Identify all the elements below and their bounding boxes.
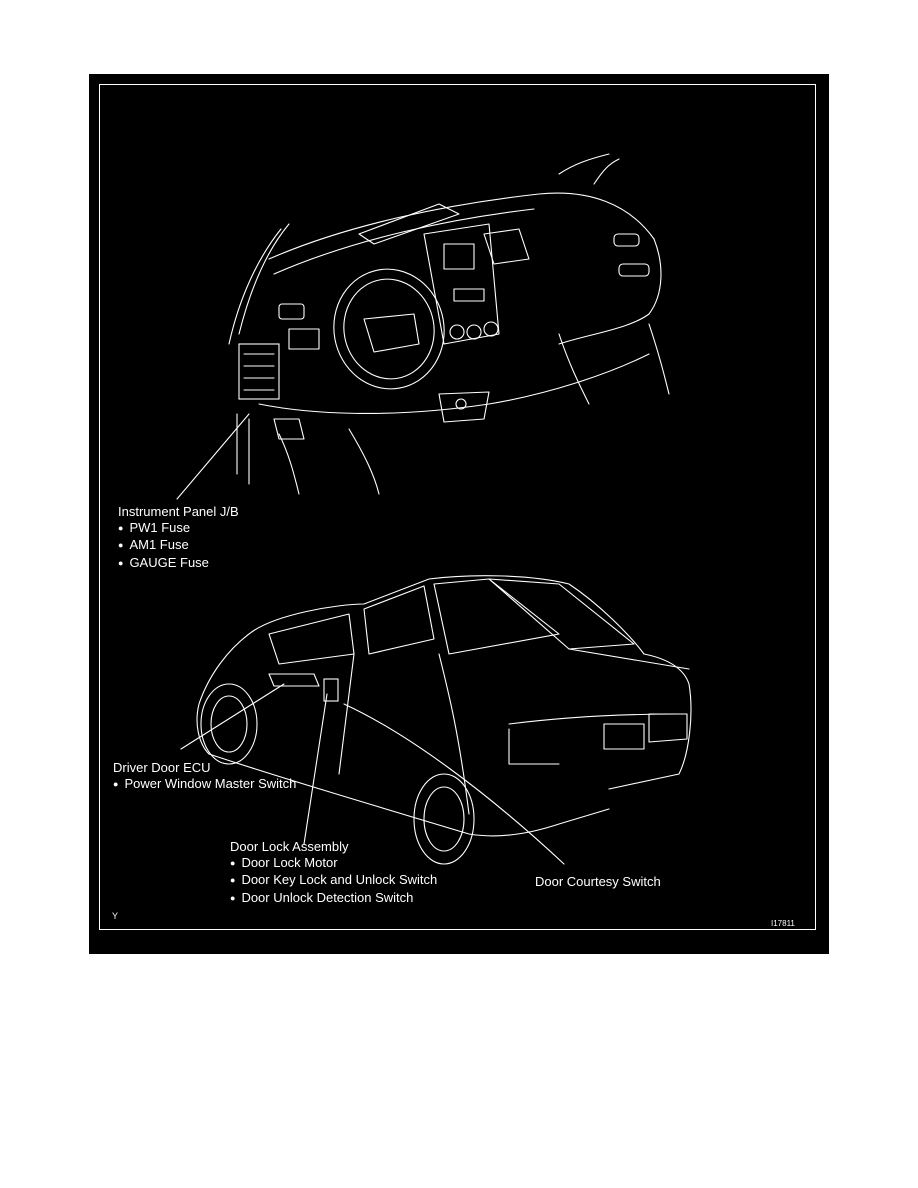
door-key-lock-switch-item: ● Door Key Lock and Unlock Switch: [230, 872, 437, 890]
am1-fuse-item: ● AM1 Fuse: [118, 537, 239, 555]
driver-door-ecu-label: [113, 760, 296, 793]
pw1-fuse-item: ● PW1 Fuse: [118, 520, 239, 538]
corner-mark-left: Y: [112, 911, 119, 921]
driver-door-ecu-title: Driver Door ECU: [113, 760, 211, 775]
door-unlock-detection-switch-item: ● Door Unlock Detection Switch: [230, 890, 437, 908]
dashboard-illustration: [177, 154, 669, 499]
door-courtesy-switch-label: [535, 874, 661, 890]
power-window-master-switch-item: ● Power Window Master Switch: [113, 776, 296, 794]
figure-id: I17811: [771, 919, 795, 928]
door-lock-motor-item: ● Door Lock Motor: [230, 855, 437, 873]
instrument-panel-jb-label: [118, 504, 239, 572]
car-illustration: [181, 576, 691, 864]
gauge-fuse-item: ● GAUGE Fuse: [118, 555, 239, 573]
diagram-figure: [89, 74, 829, 954]
door-lock-assembly-label: [230, 839, 437, 907]
door-lock-assembly-title: Door Lock Assembly: [230, 839, 349, 854]
instrument-panel-jb-title: Instrument Panel J/B: [118, 504, 239, 519]
door-courtesy-switch-title: Door Courtesy Switch: [535, 874, 661, 889]
